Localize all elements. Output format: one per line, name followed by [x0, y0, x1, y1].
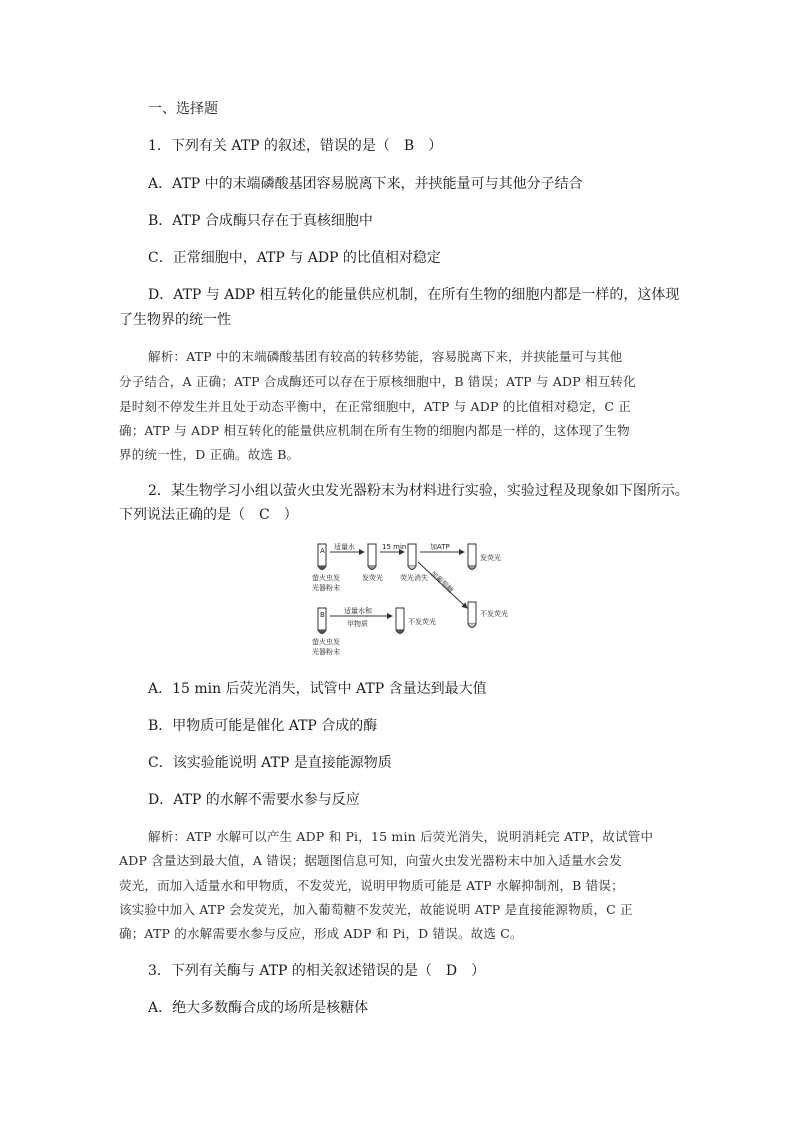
- tube-a-glow: [368, 544, 376, 570]
- label-step-water-and: 适量水和: [344, 607, 372, 615]
- label-fade: 荧光消失: [400, 574, 428, 582]
- tube-b-letter: B: [320, 611, 325, 619]
- q2-option-b: B．甲物质可能是催化 ATP 合成的酶: [148, 718, 378, 734]
- experiment-figure: [312, 540, 562, 658]
- tube-atp-result: [468, 544, 476, 570]
- q2-option-a: A．15 min 后荧光消失，试管中 ATP 含量达到最大值: [148, 681, 487, 697]
- q1-explanation-line3: 是时刻不停发生并且处于动态平衡中，在正常细胞中，ATP 与 ADP 的比值相对稳定，C 正: [119, 399, 632, 414]
- q2-explanation-line4: 该实验中加入 ATP 会发荧光，加入葡萄糖不发荧光，故能说明 ATP 是直接能源物质，C 正: [119, 902, 633, 917]
- q3-stem: 3．下列有关酶与 ATP 的相关叙述错误的是（ D ）: [148, 963, 486, 979]
- label-powder-b-1: 萤火虫发: [312, 638, 340, 646]
- tube-a-fade: [408, 544, 416, 570]
- q1-explanation-line5: 界的统一性，D 正确。故选 B。: [119, 447, 300, 462]
- label-step-water: 适量水: [334, 543, 355, 551]
- q1-option-d-line1: D．ATP 与 ADP 相互转化的能量供应机制，在所有生物的细胞内都是一样的，这体现: [148, 287, 680, 303]
- label-step-jia: 甲物质: [347, 620, 368, 628]
- q2-stem-line1: 2．某生物学习小组以萤火虫发光器粉末为材料进行实验，实验过程及现象如下图所示。: [148, 483, 689, 499]
- label-step-add-atp: 加ATP: [430, 543, 450, 551]
- q3-option-a: A．绝大多数酶合成的场所是核糖体: [148, 1000, 369, 1016]
- label-powder-a-1: 萤火虫发: [312, 574, 340, 582]
- q2-option-d: D．ATP 的水解不需要水参与反应: [148, 792, 360, 808]
- q1-option-c: C．正常细胞中，ATP 与 ADP 的比值相对稳定: [148, 250, 441, 266]
- label-noglow-b: 不发荧光: [408, 618, 436, 626]
- q1-option-d-line2: 了生物界的统一性: [119, 312, 231, 328]
- q1-explanation-line4: 确；ATP 与 ADP 相互转化的能量供应机制在所有生物的细胞内都是一样的，这体现了生物: [119, 423, 630, 438]
- q1-stem: 1．下列有关 ATP 的叙述，错误的是（ B ）: [148, 138, 443, 154]
- section-title: 一、选择题: [148, 101, 218, 117]
- q1-explanation-line1: 解析：ATP 中的末端磷酸基团有较高的转移势能，容易脱离下来，并挟能量可与其他: [148, 349, 623, 364]
- q2-explanation-line3: 荧光，而加入适量水和甲物质，不发荧光，说明甲物质可能是 ATP 水解抑制剂，B 错误；: [119, 878, 624, 893]
- q2-stem-line2: 下列说法正确的是（ C ）: [119, 507, 298, 523]
- label-powder-b-2: 光器粉末: [312, 648, 340, 656]
- label-step-time: 15 min: [382, 543, 407, 551]
- tube-b-result: [396, 608, 404, 634]
- q1-option-a: A．ATP 中的末端磷酸基团容易脱离下来，并挟能量可与其他分子结合: [148, 176, 583, 192]
- label-noglow-glucose: 不发荧光: [480, 610, 508, 618]
- q2-explanation-line5: 确；ATP 的水解需要水参与反应，形成 ADP 和 Pi，D 错误。故选 C。: [119, 926, 523, 941]
- q2-option-c: C．该实验能说明 ATP 是直接能源物质: [148, 755, 392, 771]
- label-powder-a-2: 光器粉末: [312, 584, 340, 592]
- tube-a-letter: A: [320, 547, 325, 555]
- q2-explanation-line1: 解析：ATP 水解可以产生 ADP 和 Pi，15 min 后荧光消失，说明消耗完 ATP，故试管中: [148, 829, 654, 844]
- label-step-add-glucose: 加葡萄糖: [428, 569, 455, 595]
- q2-explanation-line2: ADP 含量达到最大值，A 错误；据题图信息可知，向萤火虫发光器粉末中加入适量水会发: [119, 853, 622, 868]
- label-glow-final: 发荧光: [480, 554, 501, 562]
- q1-option-b: B．ATP 合成酶只存在于真核细胞中: [148, 213, 373, 229]
- label-glow: 发荧光: [362, 574, 383, 582]
- q1-explanation-line2: 分子结合，A 正确；ATP 合成酶还可以存在于原核细胞中，B 错误；ATP 与 ADP 相互转化: [119, 374, 636, 389]
- tube-glucose-result: [468, 602, 476, 628]
